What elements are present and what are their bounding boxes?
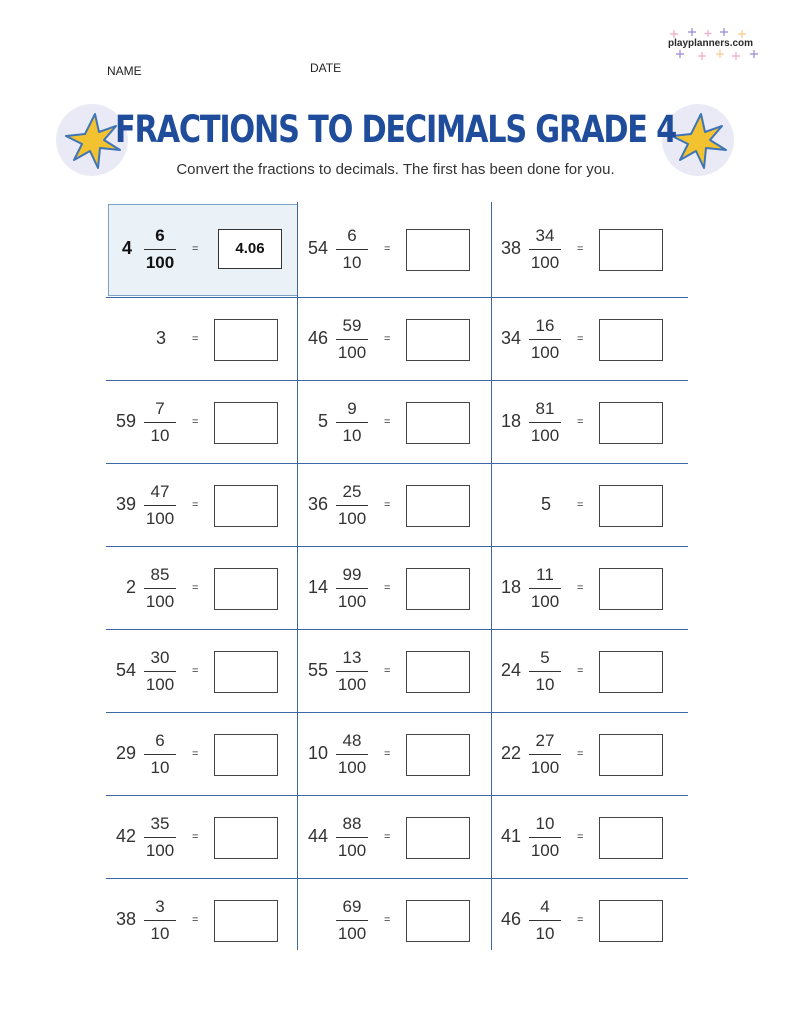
denominator: 100: [337, 923, 367, 943]
numerator: 13: [342, 647, 362, 667]
fraction-bar: [529, 588, 561, 589]
denominator: 10: [342, 253, 362, 272]
name-label: NAME: [107, 64, 142, 78]
denominator: 100: [145, 591, 175, 611]
problem-cell: [106, 381, 298, 464]
problem-cell: [106, 796, 298, 879]
problem-cell: [106, 879, 298, 962]
fraction: [140, 897, 180, 944]
whole-number: 18: [500, 410, 521, 431]
answer-box[interactable]: [406, 734, 470, 776]
denominator: 100: [337, 840, 367, 860]
problem-cell: [491, 202, 688, 298]
date-label: DATE: [310, 61, 342, 75]
equals-sign: =: [192, 913, 199, 926]
example-answer-box: [218, 229, 282, 269]
fraction: [140, 565, 180, 612]
problem-grid: [106, 202, 688, 950]
problem-cell: [298, 298, 491, 381]
problem-cell: [491, 547, 688, 630]
fraction-bar: [144, 671, 176, 672]
numerator: 85: [150, 564, 170, 584]
equals-sign: =: [192, 830, 199, 843]
equals-sign: =: [384, 415, 391, 428]
whole-number: 41: [500, 825, 521, 846]
problem-cell: [491, 796, 688, 879]
worksheet-instructions: Convert the fractions to decimals. The first has been done for you.: [176, 161, 615, 178]
numerator: 59: [342, 315, 362, 335]
fraction: [525, 814, 565, 861]
denominator: 10: [342, 425, 362, 445]
denominator: 100: [337, 508, 367, 528]
answer-box[interactable]: [599, 229, 663, 271]
worksheet-title: FRACTIONS TO DECIMALS GRADE 4: [114, 108, 677, 151]
fraction: [140, 814, 180, 861]
numerator: 16: [535, 315, 555, 335]
numerator: 6: [155, 730, 165, 750]
answer-box[interactable]: [214, 651, 278, 693]
problem-cell: [491, 464, 688, 547]
answer-box[interactable]: [406, 319, 470, 361]
fraction-bar: [336, 920, 368, 921]
answer-box[interactable]: [214, 485, 278, 527]
fraction: [140, 731, 180, 778]
fraction-bar: [529, 754, 561, 755]
equals-sign: =: [577, 830, 584, 843]
problem-cell: [491, 713, 688, 796]
answer-box[interactable]: [599, 568, 663, 610]
whole-number: 4: [121, 238, 132, 258]
answer-box[interactable]: [406, 485, 470, 527]
equals-sign: =: [192, 498, 199, 511]
numerator: 88: [342, 813, 362, 833]
whole-number: 14: [307, 576, 328, 597]
fraction-bar: [144, 588, 176, 589]
fraction: [525, 226, 565, 273]
fraction-bar: [529, 339, 561, 340]
numerator: 30: [150, 647, 170, 667]
answer-box[interactable]: [214, 900, 278, 942]
fraction: [525, 897, 565, 944]
denominator: 100: [145, 840, 175, 860]
whole-number: 55: [307, 659, 328, 680]
fraction: [332, 482, 372, 529]
fraction-bar: [336, 588, 368, 589]
denominator: 100: [145, 253, 175, 272]
equals-sign: =: [384, 498, 391, 511]
fraction: [332, 897, 372, 944]
answer-box[interactable]: [406, 568, 470, 610]
fraction: [140, 648, 180, 695]
problem-cell: [298, 796, 491, 879]
equals-sign: =: [192, 664, 199, 677]
whole-number: 24: [500, 659, 521, 680]
equals-sign: =: [384, 913, 391, 926]
answer-box[interactable]: [599, 734, 663, 776]
answer-box[interactable]: [599, 319, 663, 361]
answer-box[interactable]: [214, 319, 278, 361]
fraction-bar: [144, 249, 176, 250]
equals-sign: =: [192, 747, 199, 760]
numerator: 81: [535, 398, 555, 418]
whole-number: 3: [155, 327, 166, 348]
denominator: 100: [530, 342, 560, 362]
equals-sign: =: [192, 243, 199, 255]
equals-sign: =: [577, 243, 584, 255]
whole-number: 39: [115, 493, 136, 514]
equals-sign: =: [577, 498, 584, 511]
problem-cell: [106, 298, 298, 381]
problem-cell: [106, 713, 298, 796]
equals-sign: =: [384, 332, 391, 345]
fraction: [332, 316, 372, 363]
numerator: 25: [342, 481, 362, 501]
fraction: [525, 316, 565, 363]
whole-number: 46: [307, 327, 328, 348]
whole-number: 46: [500, 908, 521, 929]
fraction-bar: [529, 422, 561, 423]
numerator: 34: [535, 226, 555, 245]
answer-box[interactable]: [214, 734, 278, 776]
denominator: 100: [337, 591, 367, 611]
answer-box[interactable]: [599, 817, 663, 859]
equals-sign: =: [192, 332, 199, 345]
equals-sign: =: [384, 830, 391, 843]
whole-number: 38: [500, 238, 521, 258]
denominator: 10: [150, 425, 170, 445]
fraction: [140, 226, 180, 273]
fraction: [332, 648, 372, 695]
whole-number: 54: [115, 659, 136, 680]
problem-cell: [491, 879, 688, 962]
numerator: 6: [347, 226, 357, 245]
problem-cell: [106, 630, 298, 713]
fraction-bar: [529, 920, 561, 921]
equals-sign: =: [192, 581, 199, 594]
denominator: 100: [145, 674, 175, 694]
whole-number: 34: [500, 327, 521, 348]
whole-number: 2: [125, 576, 136, 597]
equals-sign: =: [577, 332, 584, 345]
fraction-bar: [144, 920, 176, 921]
answer-box[interactable]: [599, 900, 663, 942]
example-answer: 4.06: [235, 240, 265, 257]
numerator: 10: [535, 813, 555, 833]
fraction-bar: [144, 505, 176, 506]
whole-number: 36: [307, 493, 328, 514]
numerator: 48: [342, 730, 362, 750]
denominator: 10: [150, 757, 170, 777]
equals-sign: =: [384, 747, 391, 760]
fraction: [525, 399, 565, 446]
numerator: 47: [150, 481, 170, 501]
answer-box[interactable]: [406, 817, 470, 859]
fraction-bar: [336, 505, 368, 506]
fraction-bar: [144, 754, 176, 755]
equals-sign: =: [192, 415, 199, 428]
fraction: [140, 482, 180, 529]
denominator: 10: [150, 923, 170, 943]
numerator: 5: [540, 647, 550, 667]
whole-number: 29: [115, 742, 136, 763]
whole-number: 5: [317, 410, 328, 431]
fraction-bar: [529, 837, 561, 838]
fraction: [332, 731, 372, 778]
numerator: 35: [150, 813, 170, 833]
problem-cell: [491, 381, 688, 464]
denominator: 100: [145, 508, 175, 528]
fraction: [332, 814, 372, 861]
denominator: 100: [337, 674, 367, 694]
denominator: 100: [337, 757, 367, 777]
whole-number: 38: [115, 908, 136, 929]
equals-sign: =: [577, 913, 584, 926]
denominator: 10: [535, 674, 555, 694]
problem-cell: [298, 202, 491, 298]
whole-number: 5: [540, 493, 551, 514]
fraction-bar: [529, 671, 561, 672]
fraction-bar: [144, 837, 176, 838]
equals-sign: =: [384, 664, 391, 677]
answer-box[interactable]: [406, 651, 470, 693]
problem-cell: [491, 298, 688, 381]
whole-number: 42: [115, 825, 136, 846]
whole-number: 22: [500, 742, 521, 763]
answer-box[interactable]: [599, 402, 663, 444]
problem-cell: [298, 464, 491, 547]
whole-number: 54: [307, 238, 328, 258]
numerator: 69: [342, 896, 362, 916]
numerator: 6: [155, 226, 165, 245]
answer-box[interactable]: [406, 900, 470, 942]
equals-sign: =: [384, 581, 391, 594]
fraction-bar: [336, 422, 368, 423]
equals-sign: =: [577, 581, 584, 594]
numerator: 4: [540, 896, 550, 916]
numerator: 3: [155, 896, 165, 916]
problem-cell: [298, 879, 491, 962]
equals-sign: =: [384, 243, 391, 255]
fraction: [525, 565, 565, 612]
fraction-bar: [336, 754, 368, 755]
denominator: 10: [535, 923, 555, 943]
numerator: 9: [347, 398, 357, 418]
problem-cell: [298, 630, 491, 713]
equals-sign: =: [577, 664, 584, 677]
numerator: 11: [536, 564, 554, 584]
whole-number: 10: [307, 742, 328, 763]
answer-box[interactable]: [599, 651, 663, 693]
fraction: [525, 731, 565, 778]
example-problem: [106, 202, 298, 298]
fraction: [332, 226, 372, 273]
denominator: 100: [530, 757, 560, 777]
numerator: 99: [342, 564, 362, 584]
whole-number: 59: [115, 410, 136, 431]
fraction: [140, 399, 180, 446]
denominator: 100: [337, 342, 367, 362]
answer-box[interactable]: [214, 817, 278, 859]
fraction: [332, 565, 372, 612]
fraction-bar: [336, 671, 368, 672]
fraction: [332, 399, 372, 446]
problem-cell: [491, 630, 688, 713]
problem-cell: [106, 464, 298, 547]
problem-cell: [298, 713, 491, 796]
problem-cell: [298, 381, 491, 464]
equals-sign: =: [577, 747, 584, 760]
answer-box[interactable]: [214, 568, 278, 610]
whole-number: 18: [500, 576, 521, 597]
problem-cell: [298, 547, 491, 630]
problem-cell: [106, 547, 298, 630]
denominator: 100: [530, 425, 560, 445]
answer-box[interactable]: [599, 485, 663, 527]
whole-number: 44: [307, 825, 328, 846]
numerator: 27: [535, 730, 555, 750]
equals-sign: =: [577, 415, 584, 428]
numerator: 7: [155, 398, 165, 418]
denominator: 100: [530, 840, 560, 860]
fraction: [525, 648, 565, 695]
answer-box[interactable]: [406, 229, 470, 271]
denominator: 100: [530, 591, 560, 611]
fraction-bar: [529, 249, 561, 250]
fraction-bar: [336, 249, 368, 250]
answer-box[interactable]: [406, 402, 470, 444]
fraction-bar: [336, 339, 368, 340]
fraction-bar: [144, 422, 176, 423]
brand-logo-text: playplanners.com: [668, 38, 754, 49]
fraction-bar: [336, 837, 368, 838]
denominator: 100: [530, 253, 560, 272]
answer-box[interactable]: [214, 402, 278, 444]
